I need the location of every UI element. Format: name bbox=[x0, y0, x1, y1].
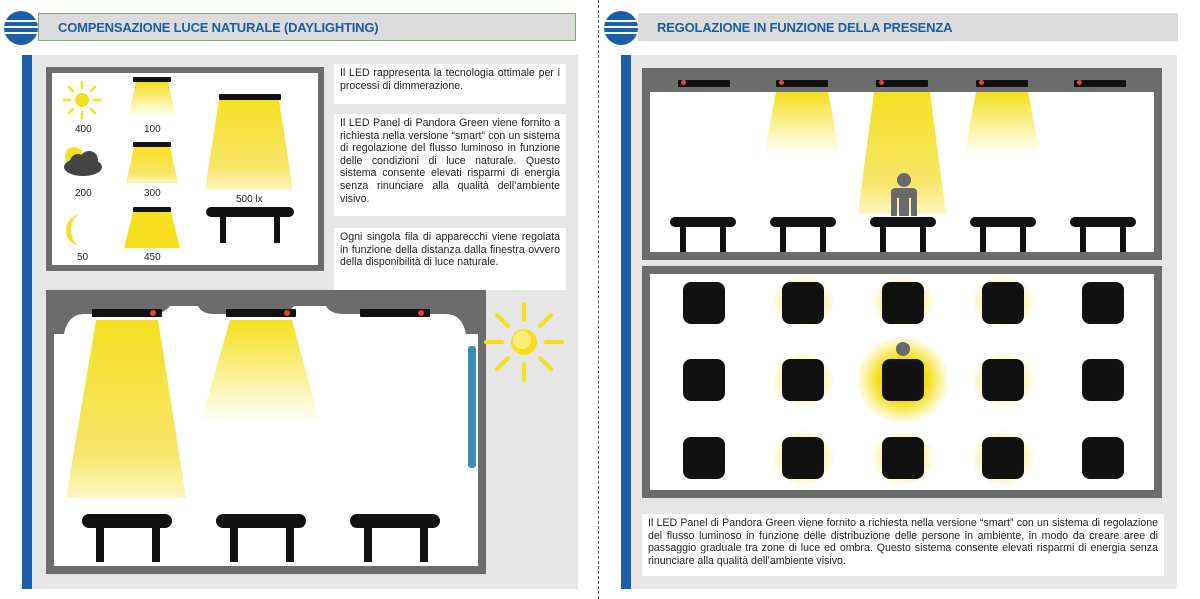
desk-leg bbox=[286, 524, 294, 562]
desk-leg bbox=[1080, 224, 1086, 252]
led-indicator bbox=[418, 310, 424, 316]
light-cone bbox=[205, 100, 293, 190]
left-accent-bar bbox=[22, 55, 32, 589]
desk-leg bbox=[364, 524, 372, 562]
led-indicator bbox=[681, 80, 686, 85]
logo-icon bbox=[604, 11, 638, 45]
right-text: Il LED Panel di Pandora Green viene fornito a richiesta nella versione “smart” con un sistema di regolazione del flusso luminoso in funzione delle distribuzione delle persone in ambiente, in modo da creare aree di passaggio graduale tra zone di luce ed ombra. Questo sistema consente elevati risparmi di energia senza rinunciare alla qualità dell’ambiente visivo. bbox=[642, 514, 1164, 576]
desk-leg bbox=[820, 224, 826, 252]
desk-leg bbox=[220, 215, 226, 243]
legend-label-50: 50 bbox=[77, 252, 89, 263]
desk-top-view bbox=[982, 359, 1024, 401]
light-cone bbox=[200, 320, 320, 424]
desk-top-view bbox=[1082, 359, 1124, 401]
left-title: COMPENSAZIONE LUCE NATURALE (DAYLIGHTING) bbox=[58, 20, 379, 35]
desk-top-view bbox=[882, 282, 924, 324]
light-cone bbox=[66, 320, 186, 498]
desk-top-view bbox=[683, 359, 725, 401]
desk-top-view bbox=[683, 282, 725, 324]
light-cone bbox=[128, 82, 176, 117]
desk-leg bbox=[720, 224, 726, 252]
left-text-2: Il LED Panel di Pandora Green viene fornito a richiesta nella versione “smart” con un sistema di regolazione del flusso luminoso in funzione delle condizioni di luce naturale. Questo sistema consente elevati risparmi di energia senza rinunciare alla qualità dell’ambiente visivo. bbox=[334, 114, 566, 216]
legend-label-500: 500 lx bbox=[236, 194, 263, 205]
sun-icon bbox=[482, 300, 566, 384]
led-indicator bbox=[979, 80, 984, 85]
cloud-icon bbox=[60, 144, 104, 180]
desk-top-view bbox=[782, 359, 824, 401]
desk-top-view bbox=[1082, 437, 1124, 479]
column-divider bbox=[598, 0, 599, 599]
legend-label-100: 100 bbox=[144, 124, 161, 135]
desk-top-view bbox=[683, 437, 725, 479]
light-cone bbox=[964, 92, 1040, 154]
desk-top-view bbox=[982, 437, 1024, 479]
legend-label-200: 200 bbox=[75, 188, 92, 199]
legend-label-450: 450 bbox=[144, 252, 161, 263]
desk-top-view bbox=[982, 282, 1024, 324]
desk-leg bbox=[1020, 224, 1026, 252]
legend-label-300: 300 bbox=[144, 188, 161, 199]
desk-top-view bbox=[782, 282, 824, 324]
desk-leg bbox=[420, 524, 428, 562]
desk-leg bbox=[152, 524, 160, 562]
desk-top-view bbox=[882, 359, 924, 401]
right-accent-bar bbox=[621, 55, 631, 589]
desk-leg bbox=[96, 524, 104, 562]
desk-leg bbox=[780, 224, 786, 252]
right-title: REGOLAZIONE IN FUNZIONE DELLA PRESENZA bbox=[657, 20, 953, 35]
light-cone bbox=[764, 92, 840, 154]
light-cone bbox=[126, 147, 178, 183]
desk-leg bbox=[274, 215, 280, 243]
led-indicator bbox=[284, 310, 290, 316]
light-cone bbox=[124, 212, 180, 248]
desk-leg bbox=[880, 224, 886, 252]
desk-leg bbox=[980, 224, 986, 252]
desk-top-view bbox=[782, 437, 824, 479]
logo-icon bbox=[4, 11, 38, 45]
desk-leg bbox=[1120, 224, 1126, 252]
desk-top-view bbox=[882, 437, 924, 479]
left-text-1: Il LED rappresenta la tecnologia ottimale per i processi di dimmerazione. bbox=[334, 64, 566, 104]
desk-leg bbox=[680, 224, 686, 252]
desk-leg bbox=[230, 524, 238, 562]
led-indicator bbox=[150, 310, 156, 316]
desk-leg bbox=[920, 224, 926, 252]
person-top-icon bbox=[896, 342, 910, 356]
legend-label-400: 400 bbox=[75, 124, 92, 135]
led-indicator bbox=[1077, 80, 1082, 85]
window bbox=[468, 346, 476, 468]
led-indicator bbox=[879, 80, 884, 85]
sun-icon bbox=[62, 80, 102, 120]
left-text-3: Ogni singola fila di apparecchi viene regolata in funzione della distanza dalla finestra ovvero della disponibilità di luce naturale. bbox=[334, 228, 566, 290]
person-icon bbox=[888, 172, 920, 218]
moon-icon bbox=[66, 212, 98, 248]
led-indicator bbox=[779, 80, 784, 85]
desk-top-view bbox=[1082, 282, 1124, 324]
